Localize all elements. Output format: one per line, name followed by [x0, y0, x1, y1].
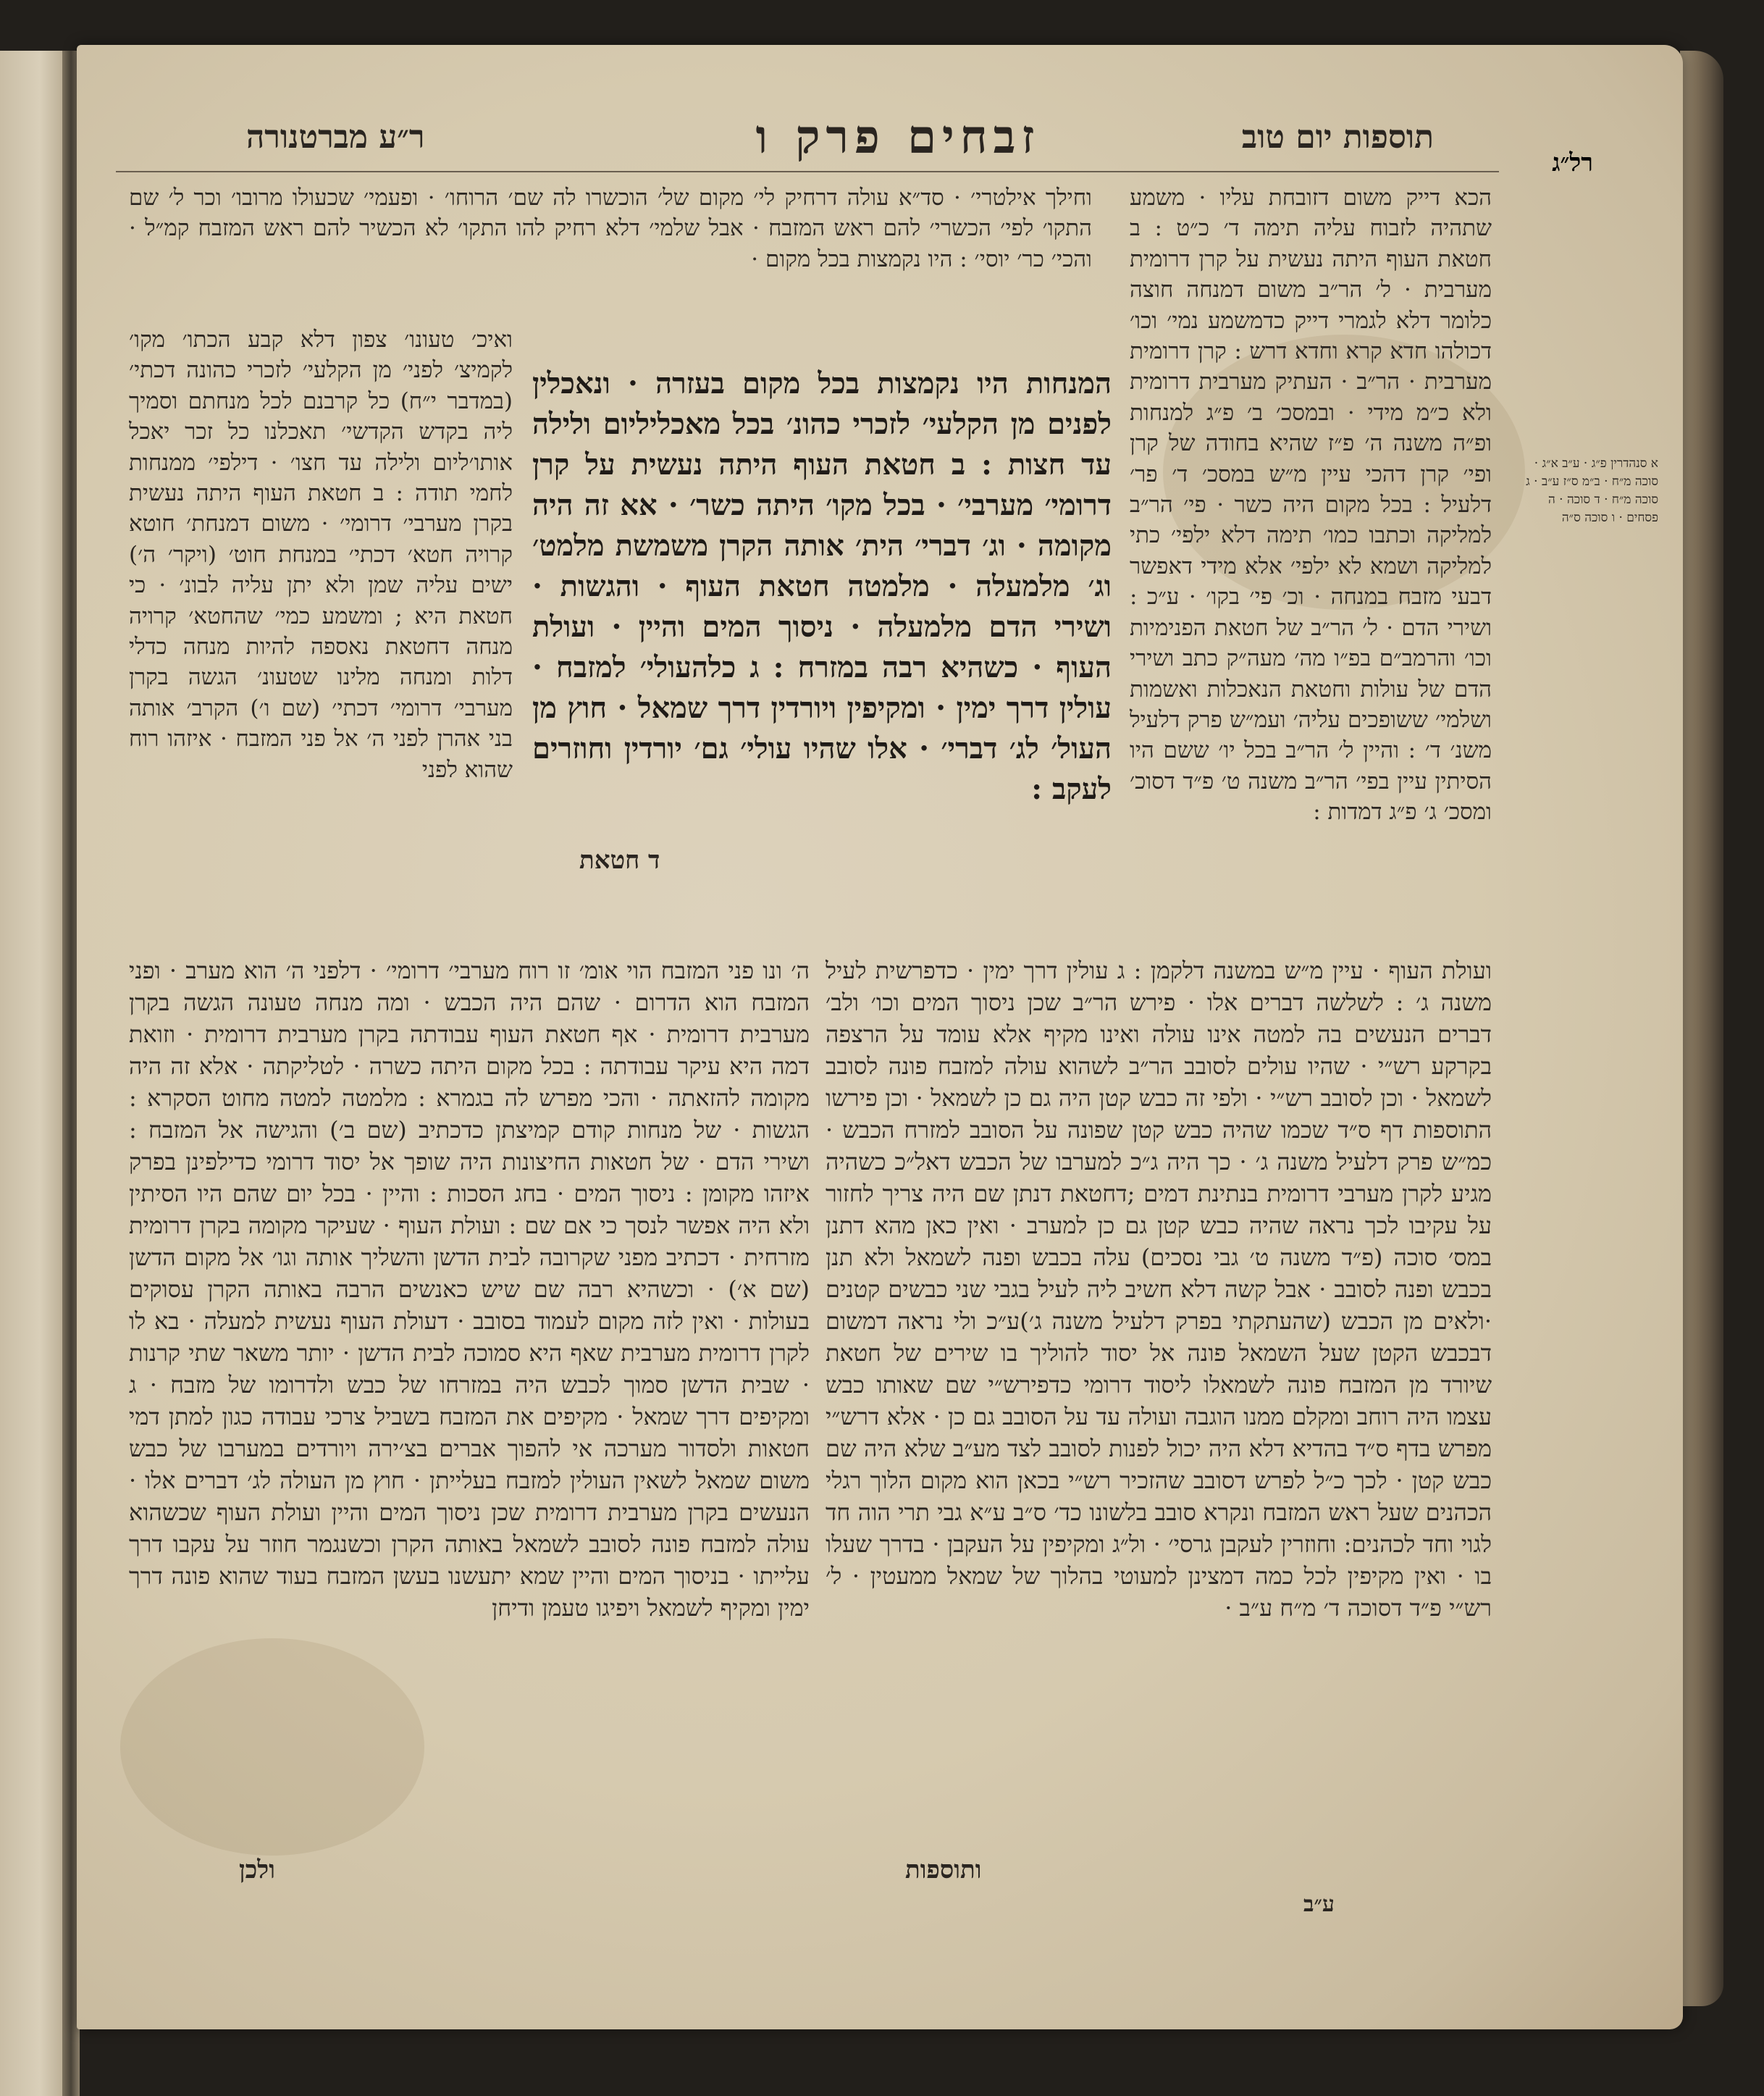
- page-signature: ע״ב: [1303, 1892, 1335, 1917]
- tosafot-catchword: ותוספות: [905, 1856, 982, 1885]
- header-rule: [116, 171, 1499, 172]
- bartenura-bottom: [129, 955, 810, 1853]
- header-tosafot-title: תוספות יום טוב: [1241, 119, 1434, 156]
- tosafot-yom-tov-bottom: [826, 955, 1492, 1853]
- bartenura-middle: [129, 324, 513, 955]
- mishna-text: המנחות היו נקמצות בכל מקום בעזרה · ונאכלין לפנים מן הקלעי׳ לזכרי כהונ׳ בכל מאכליליום ולילה עד חצות : ב חטאת העוף היתה נעשית על קרן דרומי׳ מערבי׳ · בכל מקו׳ היתה כשר׳ · אא זה היה מקומה · וג׳ דברי׳ הית׳ אותה הקרן משמשת מלמט׳ וג׳ מלמעלה · מלמטה חטאת העוף · והגשות · ושירי הדם מלמעלה · ניסוך המים והיין · ועולת העוף · כשהיא רבה במזרח : ג כלהעולי׳ למזבח · עולין דרך ימין · ומקיפין ויורדין דרך שמאל · חוץ מן העול׳ לג׳ דברי׳ · אלו שהיו עולי׳ גם׳ יורדין וחוזרים לעקב :: [532, 366, 1112, 806]
- tosafot-top-text: הכא דייק משום דזובחת עליו · משמע שתהיה לזבוח עליה תימה ד׳ כ״ט : ב חטאת העוף היתה נעשית על קרן דרומית מערבית · ל׳ הר״ב משום דמנחה חוצה כלומר דלא לגמרי דייק כדמשמע נמי׳ וכו׳ דכולהו חדא קרא וחדא דרש : קרן דרומית מערבית · הר״ב · העתיק מערבית דרומית ולא כ״מ מידי · ובמסכ׳ ב׳ פ״ג למנחות ופ״ה משנה ה׳ פ״ז שהיא בחודה של קרן ופי׳ קרן דהכי עיין מ״ש במסכ׳ ד׳ פר׳ דלעיל : בכל מקום היה כשר · פי׳ הר״ב למליקה וכתבו כמו׳ תימה דלא ילפי׳ כתי למליקה ושמא לא ילפי׳ אלא מידי דאפשר דבעי מזבח במנחה · וכ׳ פי׳ בקו׳ · ע״כ : ושירי הדם · ל׳ הר״ב של חטאת הפנימיות וכו׳ והרמב״ם בפ״ו מה׳ מעה״ק כתב ושירי הדם של עולות וחטאת הנאכלות ואשמות ושלמי׳ ששופכים עליה׳ ועמ״ש פרק דלעיל משנ׳ ד׳ : והיין ל׳ הר״ב בכל יו׳ ששם היו הסיתין עיין בפי׳ הר״ב משנה ט׳ פ״ד דסוכ׳ ומסכ׳ ג׳ פ״ג דמדות :: [1130, 185, 1492, 826]
- tosafot-bottom-text: ועולת העוף · עיין מ״ש במשנה דלקמן : ג עולין דרך ימין · כדפרשית לעיל משנה ג׳ : לשלשה דברים אלו · פירש הר״ב שכן ניסוך המים וכו׳ ולב׳ דברים הנעשים בה למטה אינו עולה ואינו מקיף אלא עומד על הרצפה בקרקע רש״י · שהיו עולים לסובב הר״ב לשהוא עולה למזבח פונה לסובב לשמאל · וכן לסובב רש״י · ולפי זה כבש קטן היה גם כן לשמאל · וכן פירשו התוספות דף ס״ד שכמו שהיה כבש קטן שפונה על הסובב למזרח הכבש · כמ״ש פרק דלעיל משנה ג׳ · כך היה ג״כ למערבו של הכבש דאל״כ כשהיה מגיע לקרן מערבי דרומית בנתינת דמים ;דחטאת דנתן שם היה צריך לחזור על עקיבו לכך נראה שהיה כבש קטן גם כן למערב · ואין כאן מהא דתנן במס׳ סוכה (פ״ד משנה ט׳ גבי נסכים) עלה בכבש ופנה לשמאל ולא תנן בכבש ופנה לסובב · אבל קשה דלא חשיב ליה לעיל בגבי שני כבשים קטנים ·ולאים מן הכבש (שהעתקתי בפרק דלעיל משנה ג׳)ע״כ ולי נראה דמשום דבכבש הקטן שעל השמאל פונה אל יסוד להוליך בו שירים של חטאת שיורד מן המזבח פונה לשמאלו ליסוד דרומי כדפירש״י שם שאותו כבש עצמו היה רוחב ומקלם ממנו הוגבה ועולה עד על הסובב גם כן · אלא דרש״י מפרש בדף ס״ד בהדיא דלא היה יכול לפנות לסובב לצד מע״ב שלא היה שם כבש קטן · לכך כ״ל לפרש דסובב שהזכיר רש״י בכאן הוא מקום הלוך רגלי הכהנים שעל ראש המזבח ונקרא סובב בלשונו כד׳ ס״ב ע״א גבי תרי הוה חד לגוי וחד לכהנים: וחוזרין לעקבן גרסי׳ · ול״ג ומקיפין על העקבן · בדרך שעלו בו · ואין מקיפין לכל כמה דמצינן למעוטי בהלוך של שמאל ממעטין · ל׳ רש״י פ״ד דסוכה ד׳ מ״ח ע״ב ·: [826, 957, 1492, 1622]
- mishna-catchword: ד חטאת: [579, 846, 660, 875]
- header-bartenura-title: ר״ע מברטנורה: [246, 119, 425, 156]
- bartenura-top-text: וחילך אילטרי׳ · סד״א עולה דרחיק לי׳ מקום של׳ הוכשרו לה שם׳ הרוחו׳ · ופעמי׳ שכעולו מרובו׳ וכר ל׳ שם התקו׳ לפי׳ הכשרי׳ להם ראש המזבח · אבל שלמי׳ דלא רחיק להו התקו׳ לא הכשיר להם ראש המזבח קמ״ל · והכי׳ כר׳ יוסי׳ : היו נקמצות בכל מקום ·: [129, 185, 1092, 272]
- folio-number: רל״ג: [1552, 148, 1593, 177]
- mishna-text-block: [532, 335, 1112, 885]
- margin-references: א סנהדרין פ״ג · ע״ב א״ג · סוכה מ״ח · ב״מ ס״ז ע״ב · ג סוכה מ״ח · ד סוכה · ה פסחים · ו סוכה ס״ה: [1526, 456, 1658, 525]
- bartenura-top: [129, 183, 1092, 320]
- bartenura-middle-text: ואיכ׳ טעונו׳ צפון דלא קבע הכתו׳ מקו׳ לקמיצ׳ לפני׳ מן הקלעי׳ לזכרי כהונה דכתי׳ (במדבר י״ח) כל קרבנם לכל מנחתם וסמיך ליה בקדש הקדשי׳ תאכלנו כל זכר יאכל אותו׳ליום ולילה עד חצו׳ · דילפי׳ ממנחות לחמי תודה : ב חטאת העוף היתה נעשית בקרן מערבי׳ דרומי׳ · משום דמנחת׳ חוטא קרויה חטא׳ דכתי׳ במנחת חוט׳ (ויקר׳ ה׳) ישים עליה שמן ולא יתן עליה לבונ׳ · כי חטאת היא ; ומשמע כמי׳ שהחטא׳ קרויה מנחה דחטאת נאספה להיות מנחה כדלי דלות ומנחה מלינו שטעונ׳ הגשה בקרן מערבי׳ דרומי׳ דכתי׳ (שם ו׳) הקרב׳ אותה בני אהרן לפני ה׳ אל פני המזבח · איזהו רוח שהוא לפני: [129, 327, 513, 783]
- header-tractate-chapter: זבחים פרק ו: [755, 110, 1041, 164]
- facing-page-edge: [0, 51, 72, 2096]
- page-edge-right: [1680, 51, 1723, 2006]
- bartenura-bottom-text: ה׳ ונו פני המזבח הוי אומ׳ זו רוח מערבי׳ דרומי׳ · דלפני ה׳ הוא מערב · ופני המזבח הוא הדרום · שהם היה הכבש · ומה מנחה טעונה הגשה בקרן מערבית דרומית · אף חטאת העוף עבודתה בקרן מערבית דרומית · וזואת דמה היא עיקר עבודתה : בכל מקום היתה כשרה · לטליקתה · אלא זה היה מקומה להזאתה · והכי מפרש לה בגמרא : מלמטה למטה מחוט הסקרא : הגשות · של מנחות קודם קמיצתן כדכתיב (שם ב׳) והגישה אל המזבח : ושירי הדם · של חטאות החיצונות היה שופך אל יסוד דרומי כדילפינן בפרק איזהו מקומן : ניסוך המים · בחג הסכות : והיין · בכל יום שהם היו הסיתין ולא היה אפשר לנסך כי אם שם : ועולת העוף · שעיקר מקומה בקרן דרומית מזרחית · דכתיב מפני שקרובה לבית הדשן והשליך אותה וגו׳ אל מקום הדשן (שם א׳) · וכשהיא רבה שם שיש כאנשים הרבה באותה הקרן עסוקים בעולות · ואין לזה מקום לעמוד בסובב · דעולת העוף נעשית למעלה · בא לו לקרן דרומית מערבית שאף היא סמוכה לבית הדשן · יותר משאר שתי קרנות · שבית הדשן סמוך לכבש היה במזרחו של כבש ולדרומו של מזבח · ג ומקיפים דרך שמאל · מקיפים את המזבח בשביל צרכי עבודה כגון למתן דמי חטאות ולסדור מערכה אי להפוך אברים בצ׳ירה ויורדים במערבו של כבש משום שמאל לשאין העולין למזבח בעלייתן · חוץ מן העולה לג׳ דברים אלו · הנעשים בקרן מערבית דרומית שכן ניסוך המים והיין ועולת העוף שכשהוא עולה למזבח פונה לסובב לשמאל באותה הקרן וכשנגמר חוזר על עקבו דרך עלייתו · בניסוך המים והיין שמא יתעשנו בעשן המזבח בעוד שהוא פונה דרך ימין ומקיף לשמאל ויפיגו טעמן ודיחן: [129, 957, 810, 1622]
- bartenura-catchword: ולכן: [239, 1856, 275, 1885]
- tosafot-yom-tov-top: [1130, 183, 1492, 957]
